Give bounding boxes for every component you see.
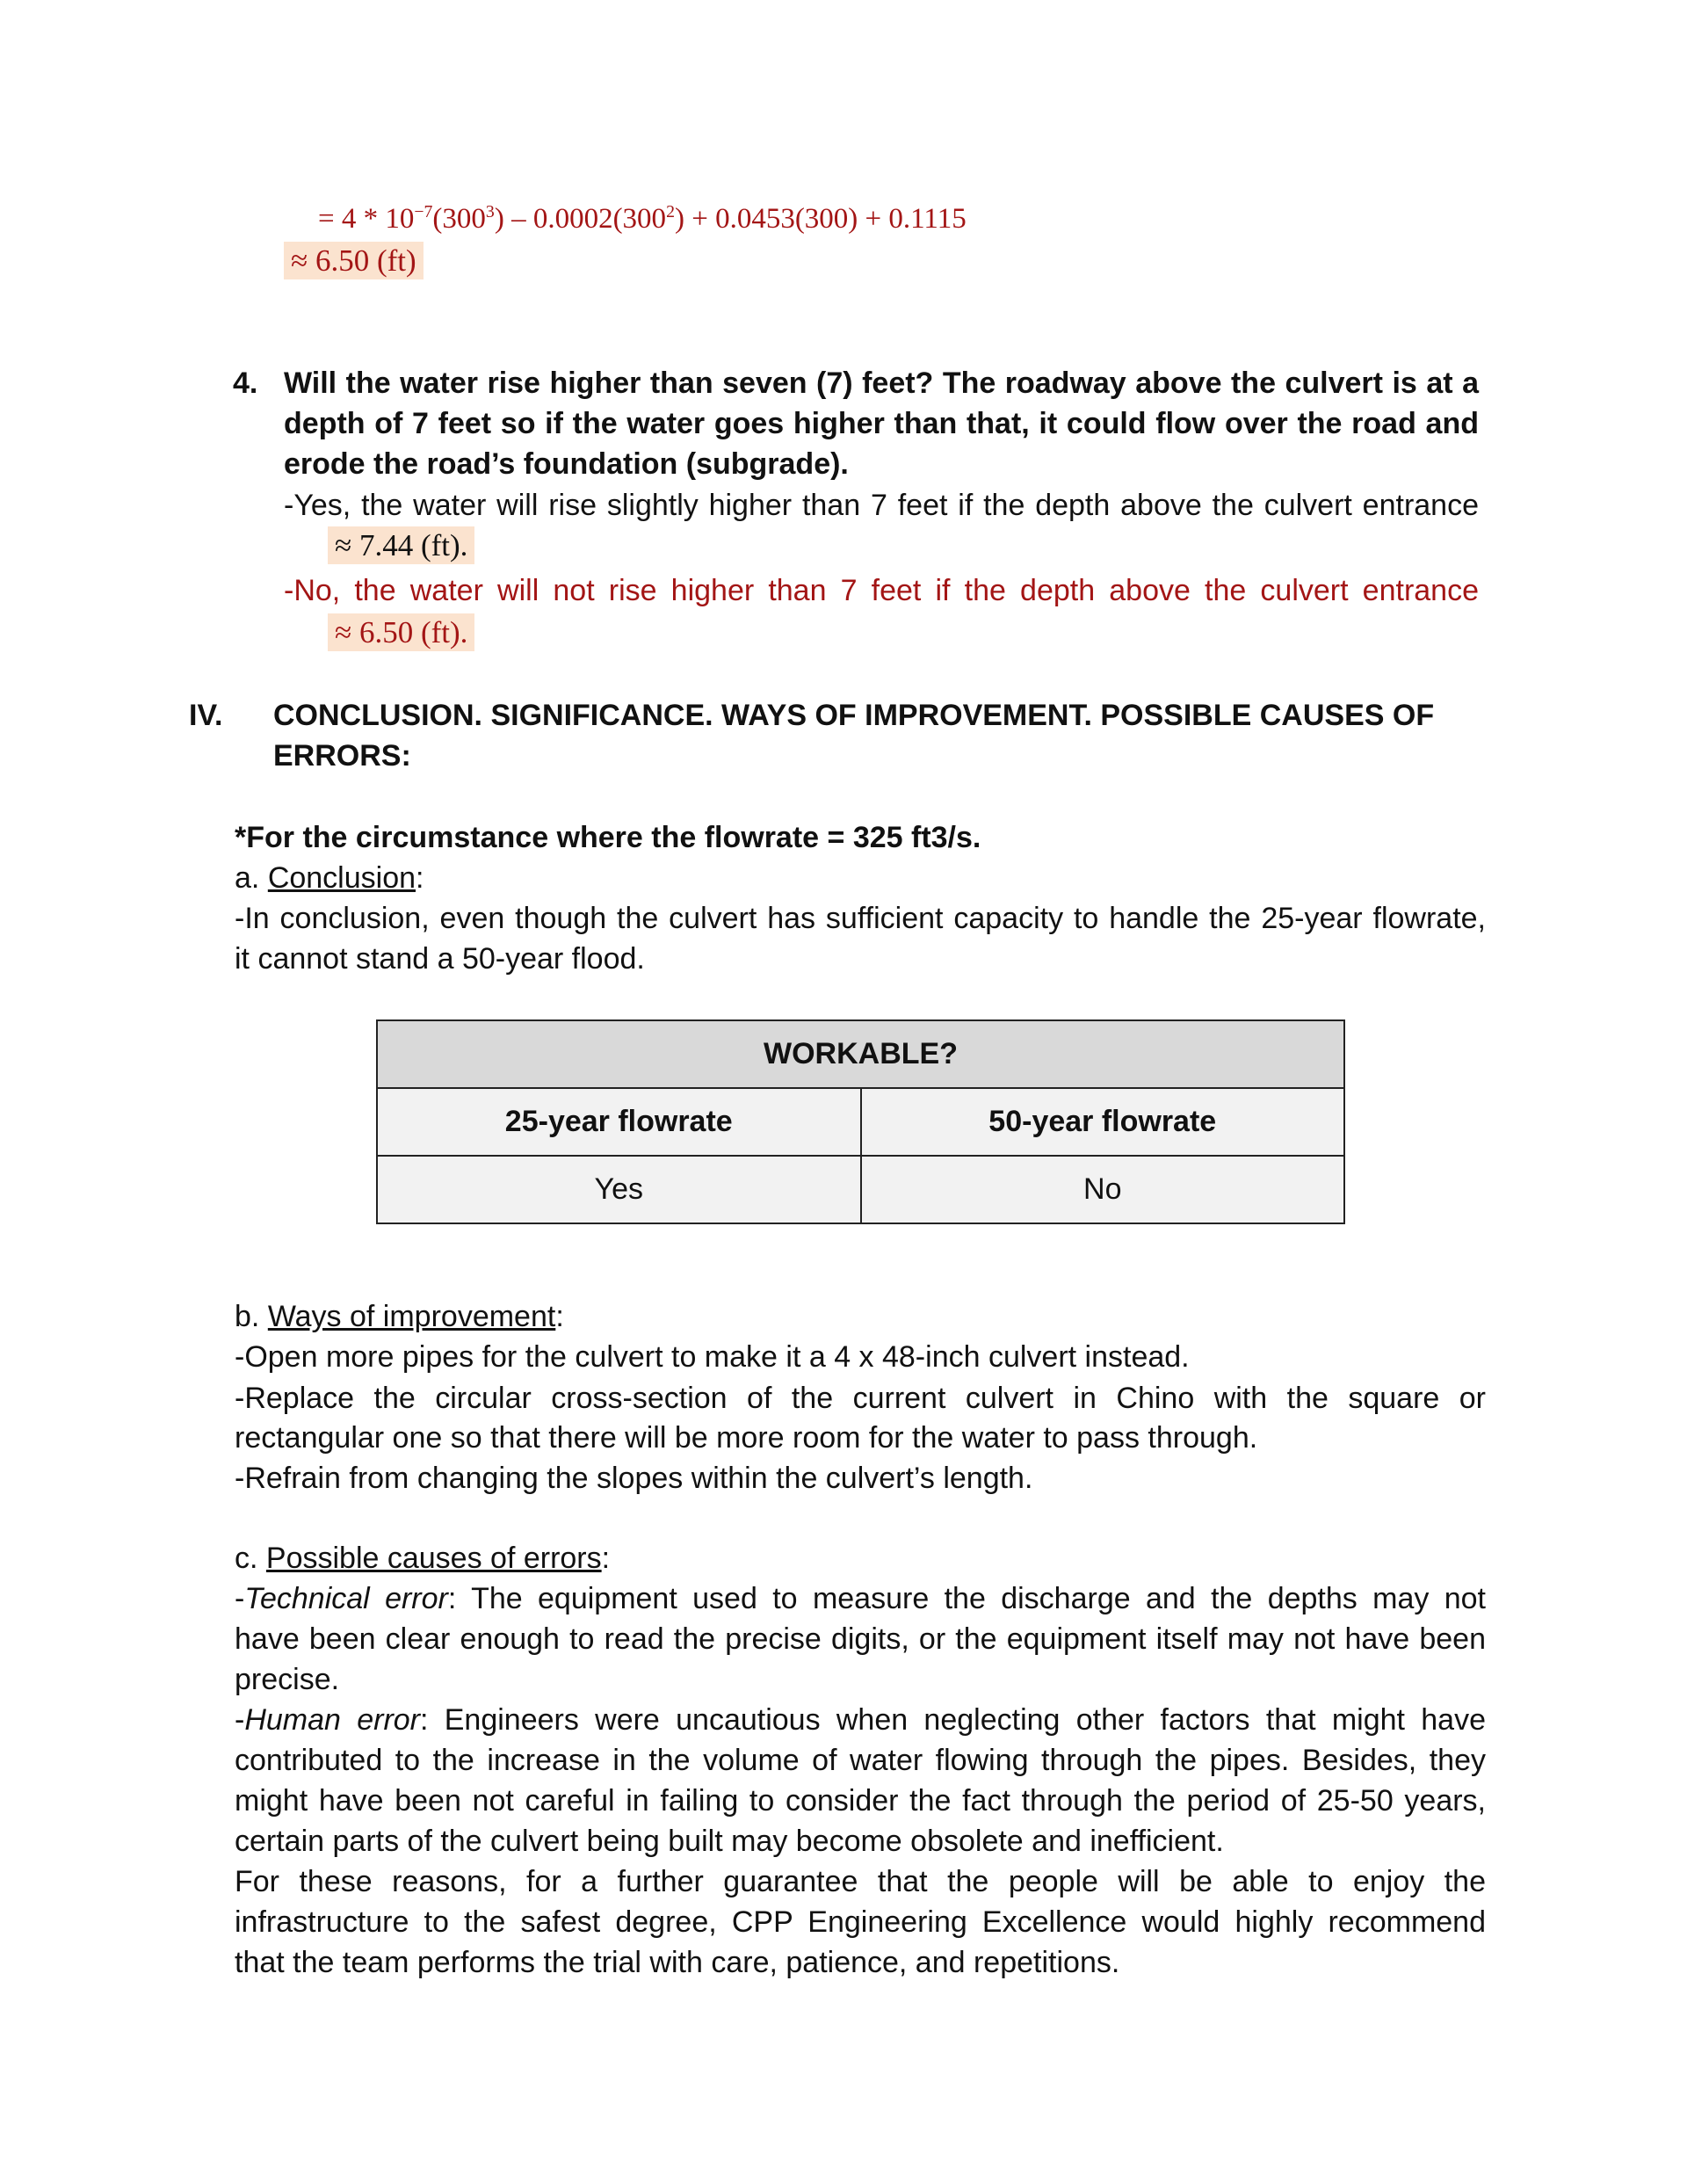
human-error-text: : Engineers were uncautious when neglecting other factors that might have [420, 1703, 1486, 1737]
answer-yes-value [328, 526, 474, 566]
table-column-header: 50-year flowrate [861, 1088, 1345, 1156]
conclusion-heading [235, 858, 424, 898]
improvement-prefix: b. [235, 1300, 268, 1333]
conclusion-prefix: a. [235, 861, 268, 895]
reason-line: infrastructure to the safest degree, CPP Engineering Excellence would highly recommend [235, 1905, 1486, 1939]
technical-error-dash: - [235, 1582, 245, 1615]
section-heading [273, 695, 1434, 776]
improvement-title: Ways of improvement [267, 1300, 556, 1333]
section-heading-line: ERRORS: [273, 739, 411, 773]
table-row [377, 1156, 1344, 1223]
improvement-line: -Refrain from changing the slopes within the culvert’s length. [235, 1462, 1033, 1495]
answer-no: -No, the water will not rise higher than 7 feet if the depth above the culvert entrance [284, 574, 1479, 607]
formula-exponent: −7 [414, 202, 433, 221]
human-error-line: certain parts of the culvert being built may become obsolete and inefficient. [235, 1825, 1224, 1858]
answer-yes: -Yes, the water will rise slightly higher than 7 feet if the depth above the culvert entrance [284, 489, 1479, 522]
question-number: 4. [233, 366, 258, 400]
formula-result [284, 241, 424, 281]
formula-term2: – 0.0002(300 [511, 203, 667, 235]
formula-base: 10 [385, 203, 415, 235]
question-line: depth of 7 feet so if the water goes higher than that, it could flow over the road and [284, 407, 1479, 440]
formula-result-value: ≈ 6.50 (ft) [284, 242, 424, 279]
technical-error-line: have been clear enough to read the precise digits, or the equipment itself may not have been [235, 1622, 1486, 1656]
question-line: erode the road’s foundation (subgrade). [284, 447, 849, 481]
improvement-suffix: : [555, 1300, 564, 1333]
reason-line: that the team performs the trial with care, patience, and repetitions. [235, 1946, 1120, 1979]
human-error-dash: - [235, 1703, 245, 1737]
errors-suffix: : [601, 1542, 611, 1575]
formula-eq-sign: = [318, 203, 335, 235]
table-header-row [377, 1020, 1344, 1088]
formula-line [318, 199, 967, 239]
formula-close2: ) [674, 203, 684, 235]
section-heading-line: CONCLUSION. SIGNIFICANCE. WAYS OF IMPROVEMENT. POSSIBLE CAUSES OF [273, 699, 1435, 732]
table-header: WORKABLE? [377, 1020, 1344, 1088]
formula-arg1: (300 [432, 203, 486, 235]
technical-error-text: : The equipment used to measure the discharge and the depths may not [447, 1582, 1486, 1615]
question-text [284, 363, 1479, 484]
technical-error-line [235, 1578, 1486, 1619]
question-line: Will the water rise higher than seven (7) feet? The roadway above the culvert is at a [284, 366, 1479, 400]
errors-heading [235, 1538, 610, 1578]
human-error-line: contributed to the increase in the volume of water flowing through the pipes. Besides, they [235, 1744, 1486, 1777]
improvement-line: -Open more pipes for the culvert to make it a 4 x 48-inch culvert instead. [235, 1340, 1190, 1374]
answer-no-value-text: ≈ 6.50 (ft). [328, 613, 474, 651]
formula-term3: + 0.0453(300) + 0.1115 [691, 203, 967, 235]
conclusion-title: Conclusion [267, 861, 416, 895]
human-error-line: might have been not careful in failing to consider the fact through the period of 25-50 years, [235, 1784, 1486, 1818]
answer-no-value [328, 613, 474, 653]
improvement-line: -Replace the circular cross-section of the current culvert in Chino with the square or [235, 1382, 1486, 1415]
technical-error-line: precise. [235, 1663, 340, 1696]
workable-table [376, 1019, 1345, 1224]
errors-title: Possible causes of errors [265, 1542, 602, 1575]
table-row [377, 1088, 1344, 1156]
formula-coefficient: 4 [341, 203, 357, 235]
conclusion-line: -In conclusion, even though the culvert has sufficient capacity to handle the 25-year flowrate, [235, 902, 1486, 935]
conclusion-line: it cannot stand a 50-year flood. [235, 942, 645, 976]
human-error-label: Human error [244, 1703, 421, 1737]
formula-square: 2 [666, 202, 675, 221]
conclusion-suffix: : [416, 861, 424, 895]
circumstance-note: *For the circumstance where the flowrate = 325 ft3/s. [235, 821, 981, 854]
table-cell: Yes [377, 1156, 861, 1223]
table-column-header: 25-year flowrate [377, 1088, 861, 1156]
formula-cube: 3 [485, 202, 495, 221]
formula-operator: * [363, 203, 379, 235]
section-numeral: IV. [189, 699, 223, 732]
formula-close1: ) [494, 203, 504, 235]
table-cell: No [861, 1156, 1345, 1223]
human-error-line [235, 1700, 1486, 1740]
errors-prefix: c. [235, 1542, 266, 1575]
improvement-heading [235, 1296, 564, 1337]
technical-error-label: Technical error [244, 1582, 448, 1615]
answer-yes-value-text: ≈ 7.44 (ft). [328, 526, 474, 564]
reason-line: For these reasons, for a further guarantee that the people will be able to enjoy the [235, 1865, 1486, 1898]
improvement-line: rectangular one so that there will be more room for the water to pass through. [235, 1421, 1258, 1455]
